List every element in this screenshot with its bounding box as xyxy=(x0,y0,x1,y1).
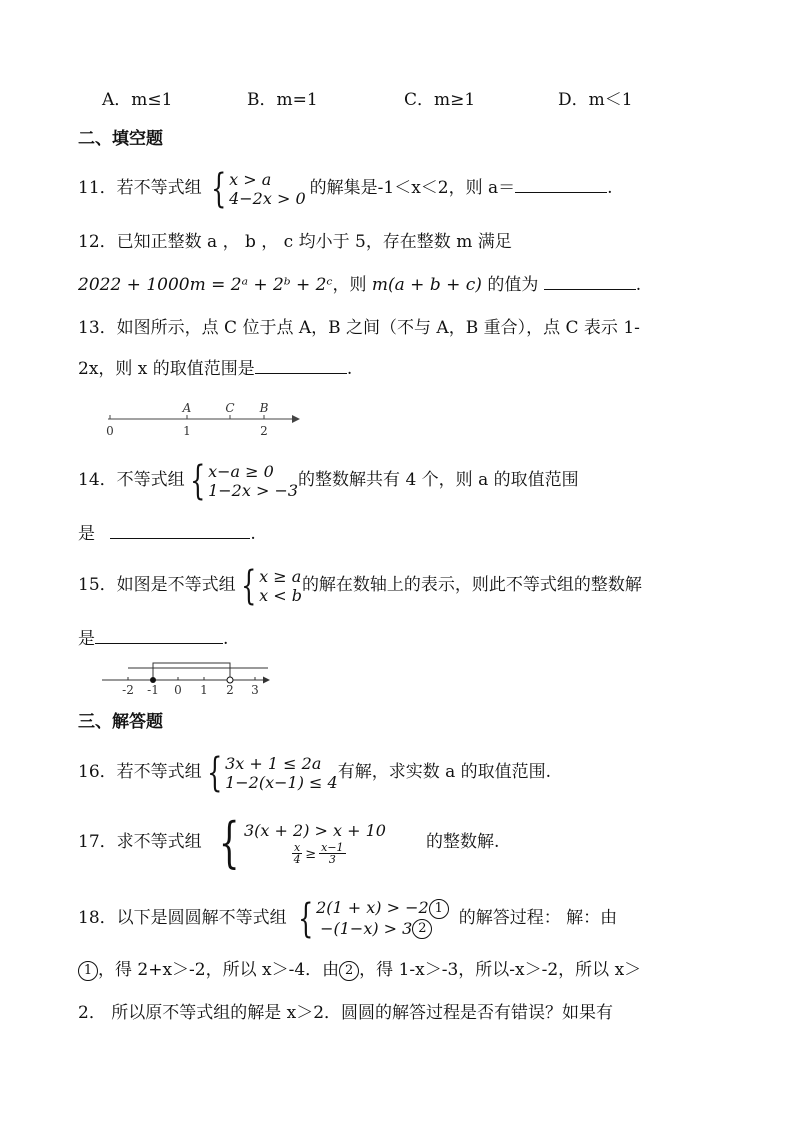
q13-text: 2x，则 x 的取值范围是 xyxy=(78,359,255,379)
q11-answer-blank[interactable] xyxy=(515,176,607,193)
q12-expression: m(a + b + c) xyxy=(371,275,482,295)
q17-ineq-1: 3(x + 2) > x + 10 xyxy=(244,820,386,840)
option-b: B．m=1 xyxy=(247,90,318,110)
section-title-fill-blank: 二、填空题 xyxy=(78,129,163,149)
q16-ineq-1: 3x + 1 ≤ 2a xyxy=(225,753,322,773)
q17-suffix: 的整数解. xyxy=(425,832,500,852)
question-13-line-1: 13．如图所示，点 C 位于点 A，B 之间（不与 A，B 重合），点 C 表示 1- xyxy=(78,318,640,338)
brace-icon: { xyxy=(240,562,257,609)
question-18-line-2 xyxy=(78,958,641,982)
question-18 xyxy=(78,896,617,940)
brace-icon: { xyxy=(218,810,240,874)
q13-tick-0: 0 xyxy=(106,424,114,438)
brace-icon: { xyxy=(206,749,223,796)
q15-prefix: 15．如图是不等式组 xyxy=(78,575,236,595)
q15-tick-1: 1 xyxy=(200,683,208,697)
q13-answer-blank[interactable] xyxy=(255,357,347,374)
q12-mid: ，则 xyxy=(332,275,367,295)
brace-icon: { xyxy=(189,457,206,504)
circled-two-icon: 2 xyxy=(339,961,359,981)
q18-line2-b: ，得 1-x＞-3，所以-x＞-2，所以 x＞ xyxy=(359,960,642,980)
q15-suffix: 的解在数轴上的表示，则此不等式组的整数解 xyxy=(301,575,642,595)
q16-ineq-2: 1−2(x−1) ≤ 4 xyxy=(225,772,338,792)
q15-answer-blank[interactable] xyxy=(95,627,223,644)
circled-one-icon: 1 xyxy=(429,899,449,919)
question-15 xyxy=(78,562,642,609)
question-12-line-1: 12．已知正整数 a ， b ， c 均小于 5，存在整数 m 满足 xyxy=(78,232,512,252)
arrow-icon xyxy=(263,677,270,684)
q17-frac1-den: 4 xyxy=(293,852,301,866)
q15-line2: 是 xyxy=(78,629,95,649)
arrow-icon xyxy=(292,415,300,423)
q14-suffix: 的整数解共有 4 个，则 a 的取值范围 xyxy=(298,470,579,490)
q11-suffix: 的解集是-1＜x＜2，则 a＝ xyxy=(309,178,516,198)
question-16 xyxy=(78,749,552,796)
q15-tick-2: 2 xyxy=(226,683,234,697)
q17-system xyxy=(212,810,386,874)
q14-ineq-2: 1−2x > −3 xyxy=(208,480,299,500)
option-d: D．m＜1 xyxy=(558,90,633,110)
q14-end: . xyxy=(250,524,256,544)
question-17 xyxy=(78,810,500,874)
brace-icon: { xyxy=(210,165,227,212)
brace-icon: { xyxy=(297,895,314,942)
q17-frac2-num: x−1 xyxy=(321,840,344,854)
q13-point-b: B xyxy=(259,401,269,415)
q17-ineq-2 xyxy=(244,842,386,866)
q16-system xyxy=(202,749,338,796)
q11-end: . xyxy=(607,178,613,198)
q11-prefix: 11．若不等式组 xyxy=(78,178,202,198)
q18-line2-a: ，得 2+x＞-2，所以 x＞-4．由 xyxy=(98,960,340,980)
q14-answer-blank[interactable] xyxy=(110,522,250,539)
q15-ineq-2: x < b xyxy=(259,585,302,605)
circled-two-icon: 2 xyxy=(412,919,432,939)
q14-system xyxy=(185,457,299,504)
option-c: C．m≥1 xyxy=(404,90,476,110)
section-title-solve: 三、解答题 xyxy=(78,712,163,732)
q15-end: . xyxy=(223,629,229,649)
question-18-line-3: 2． 所以原不等式组的解是 x＞2．圆圆的解答过程是否有错误？如果有 xyxy=(78,1003,614,1023)
q13-tick-2: 2 xyxy=(260,424,268,438)
q13-point-a: A xyxy=(182,401,192,415)
question-15-line-2 xyxy=(78,627,228,651)
question-13-line-2 xyxy=(78,357,352,381)
q17-frac1-num: x xyxy=(294,840,301,854)
q14-ineq-1: x−a ≥ 0 xyxy=(208,461,274,481)
q13-point-c: C xyxy=(225,401,235,415)
q11-system xyxy=(206,165,306,212)
q11-ineq-1: x > a xyxy=(229,169,272,189)
question-14-line-2 xyxy=(78,522,256,546)
option-a: A．m≤1 xyxy=(102,90,173,110)
q13-end: . xyxy=(346,359,353,379)
q16-suffix: 有解，求实数 a 的取值范围. xyxy=(337,762,552,782)
q18-suffix: 的解答过程： 解：由 xyxy=(458,908,618,928)
q15-tick-m1: -1 xyxy=(147,683,159,697)
q11-ineq-2: 4−2x > 0 xyxy=(229,188,306,208)
q13-number-line xyxy=(100,400,310,442)
q15-tick-0: 0 xyxy=(174,683,182,697)
q13-tick-1: 1 xyxy=(183,424,191,438)
q15-tick-m2: -2 xyxy=(122,683,134,697)
q12-suffix: 的值为 xyxy=(487,275,539,295)
question-12-line-2 xyxy=(78,273,641,297)
q12-equation: 2022 + 1000m = 2ᵃ + 2ᵇ + 2ᶜ xyxy=(78,275,333,295)
q12-end: . xyxy=(635,275,642,295)
q14-prefix: 14．不等式组 xyxy=(78,470,185,490)
q17-prefix: 17．求不等式组 xyxy=(78,832,202,852)
q17-frac2-den: 3 xyxy=(328,852,336,866)
q15-tick-3: 3 xyxy=(251,683,259,697)
q14-line2: 是 xyxy=(78,524,95,544)
q12-answer-blank[interactable] xyxy=(544,273,636,290)
q18-system xyxy=(293,895,449,942)
q15-system xyxy=(236,562,302,609)
q18-ineq-1: 2(1 + x) > −2 xyxy=(316,898,429,917)
q15-ineq-1: x ≥ a xyxy=(259,566,302,586)
q17-relation: ≥ xyxy=(305,846,317,862)
q18-ineq-2: −(1−x) > 3 xyxy=(320,918,413,938)
circled-one-icon: 1 xyxy=(78,961,98,981)
q15-number-line xyxy=(100,656,275,698)
q16-prefix: 16．若不等式组 xyxy=(78,762,202,782)
question-11 xyxy=(78,165,613,212)
q18-prefix: 18．以下是圆圆解不等式组 xyxy=(78,908,287,928)
question-14 xyxy=(78,457,579,504)
